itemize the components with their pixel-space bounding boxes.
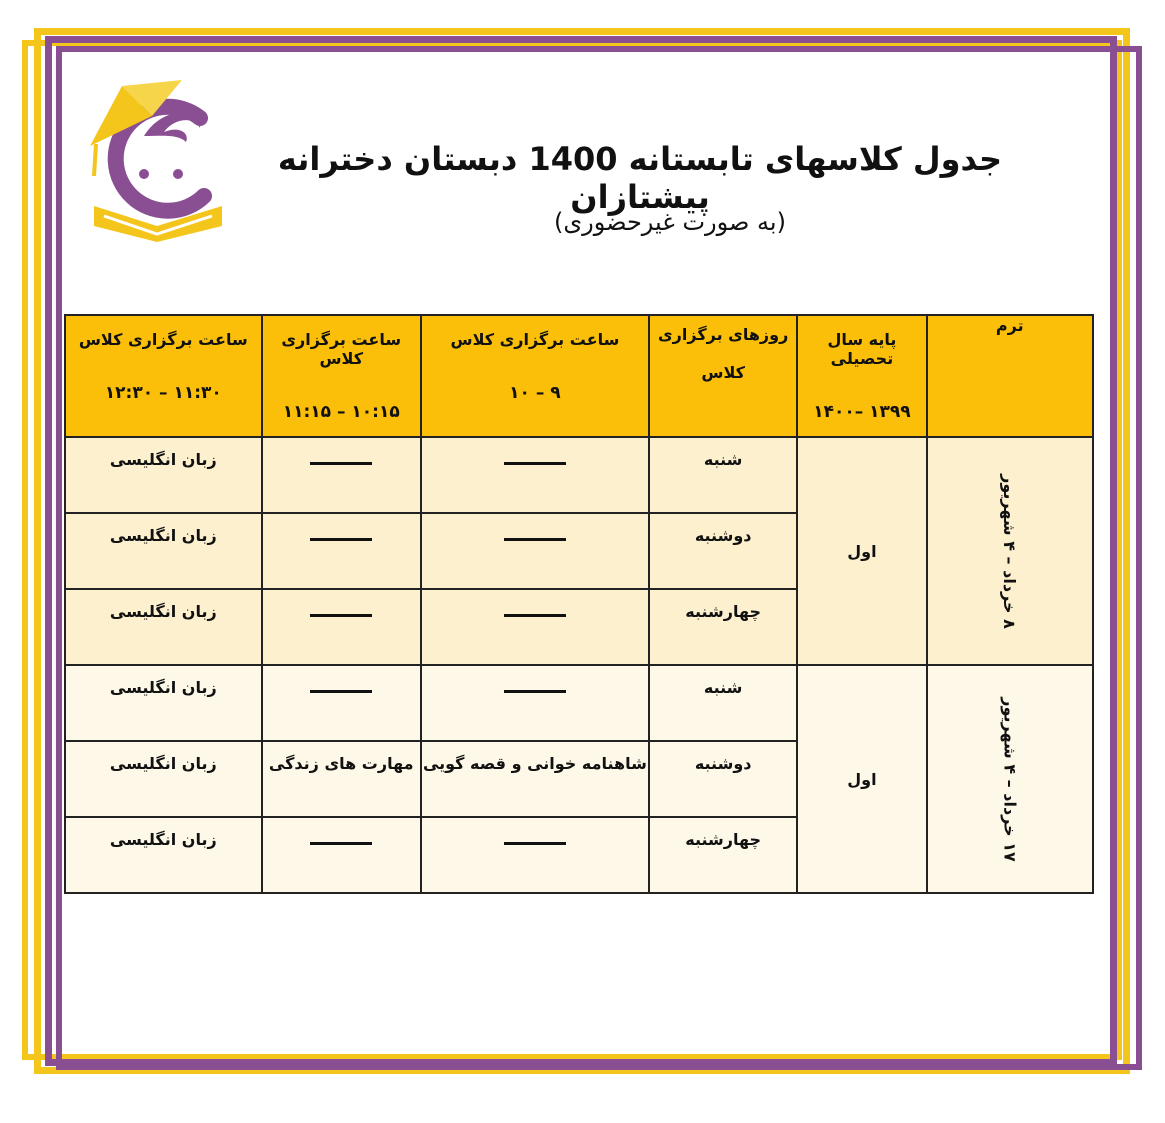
- header-row: [65, 315, 1093, 437]
- header-slot2-time: ۱۰:۱۵ – ۱۱:۱۵: [282, 402, 400, 422]
- header-grade-label: پایه سال تحصیلی: [827, 330, 897, 368]
- day-cell: دوشنبه: [649, 513, 797, 589]
- empty-dash: [310, 690, 372, 693]
- header-slot2-label: ساعت برگزاری کلاس: [281, 330, 402, 368]
- slot3-cell: زبان انگلیسی: [65, 589, 262, 665]
- slot2-cell: [262, 665, 421, 741]
- slot3-cell: زبان انگلیسی: [65, 437, 262, 513]
- term-range-cell: [927, 665, 1093, 893]
- school-logo: [82, 76, 232, 248]
- term-range: ۸ خرداد – ۴ شهریور: [1000, 473, 1020, 629]
- slot3-cell: زبان انگلیسی: [65, 513, 262, 589]
- header-slot2: [262, 315, 421, 437]
- slot3-cell: زبان انگلیسی: [65, 817, 262, 893]
- day-cell: شنبه: [649, 665, 797, 741]
- empty-dash: [310, 462, 372, 465]
- header-slot1-time: ۹ – ۱۰: [509, 383, 561, 403]
- table-row: [65, 665, 1093, 741]
- empty-dash: [310, 614, 372, 617]
- slot3-cell: زبان انگلیسی: [65, 741, 262, 817]
- schedule-table: [64, 314, 1094, 894]
- header-slot3-time: ۱۱:۳۰ – ۱۲:۳۰: [104, 383, 222, 403]
- table-row: [65, 437, 1093, 513]
- slot2-cell: [262, 589, 421, 665]
- empty-dash: [504, 538, 566, 541]
- day-cell: چهارشنبه: [649, 589, 797, 665]
- day-cell: دوشنبه: [649, 741, 797, 817]
- empty-dash: [310, 842, 372, 845]
- header-slot3-label: ساعت برگزاری کلاس: [78, 330, 248, 349]
- header-slot1: [421, 315, 649, 437]
- empty-dash: [504, 690, 566, 693]
- term-range-cell: [927, 437, 1093, 665]
- term-range: ۱۷ خرداد – ۴ شهریور: [1000, 696, 1020, 862]
- header-grade-year: ۱۳۹۹ –۱۴۰۰: [813, 402, 911, 422]
- slot1-cell: شاهنامه خوانی و قصه گویی: [421, 741, 649, 817]
- header-grade: [797, 315, 926, 437]
- header-slot1-label: ساعت برگزاری کلاس: [450, 330, 620, 349]
- day-cell: چهارشنبه: [649, 817, 797, 893]
- day-cell: شنبه: [649, 437, 797, 513]
- empty-dash: [504, 462, 566, 465]
- header-days: روزهای برگزاری کلاس: [649, 315, 797, 437]
- slot1-cell: [421, 665, 649, 741]
- slot3-cell: زبان انگلیسی: [65, 665, 262, 741]
- page-title: جدول کلاسهای تابستانه 1400 دبستان دخترانه پیشتازان: [277, 140, 1003, 216]
- header-term: ترم: [927, 315, 1093, 437]
- empty-dash: [504, 614, 566, 617]
- slot1-cell: [421, 513, 649, 589]
- grade-cell: اول: [797, 665, 926, 893]
- header-slot3: [65, 315, 262, 437]
- page-subtitle: (به صورت غیرحضوری): [554, 208, 786, 236]
- grade-cell: اول: [797, 437, 926, 665]
- slot1-cell: [421, 589, 649, 665]
- slot2-cell: [262, 513, 421, 589]
- slot2-cell: [262, 817, 421, 893]
- slot1-cell: [421, 817, 649, 893]
- slot1-cell: [421, 437, 649, 513]
- slot2-cell: مهارت های زندگی: [262, 741, 421, 817]
- empty-dash: [504, 842, 566, 845]
- empty-dash: [310, 538, 372, 541]
- slot2-cell: [262, 437, 421, 513]
